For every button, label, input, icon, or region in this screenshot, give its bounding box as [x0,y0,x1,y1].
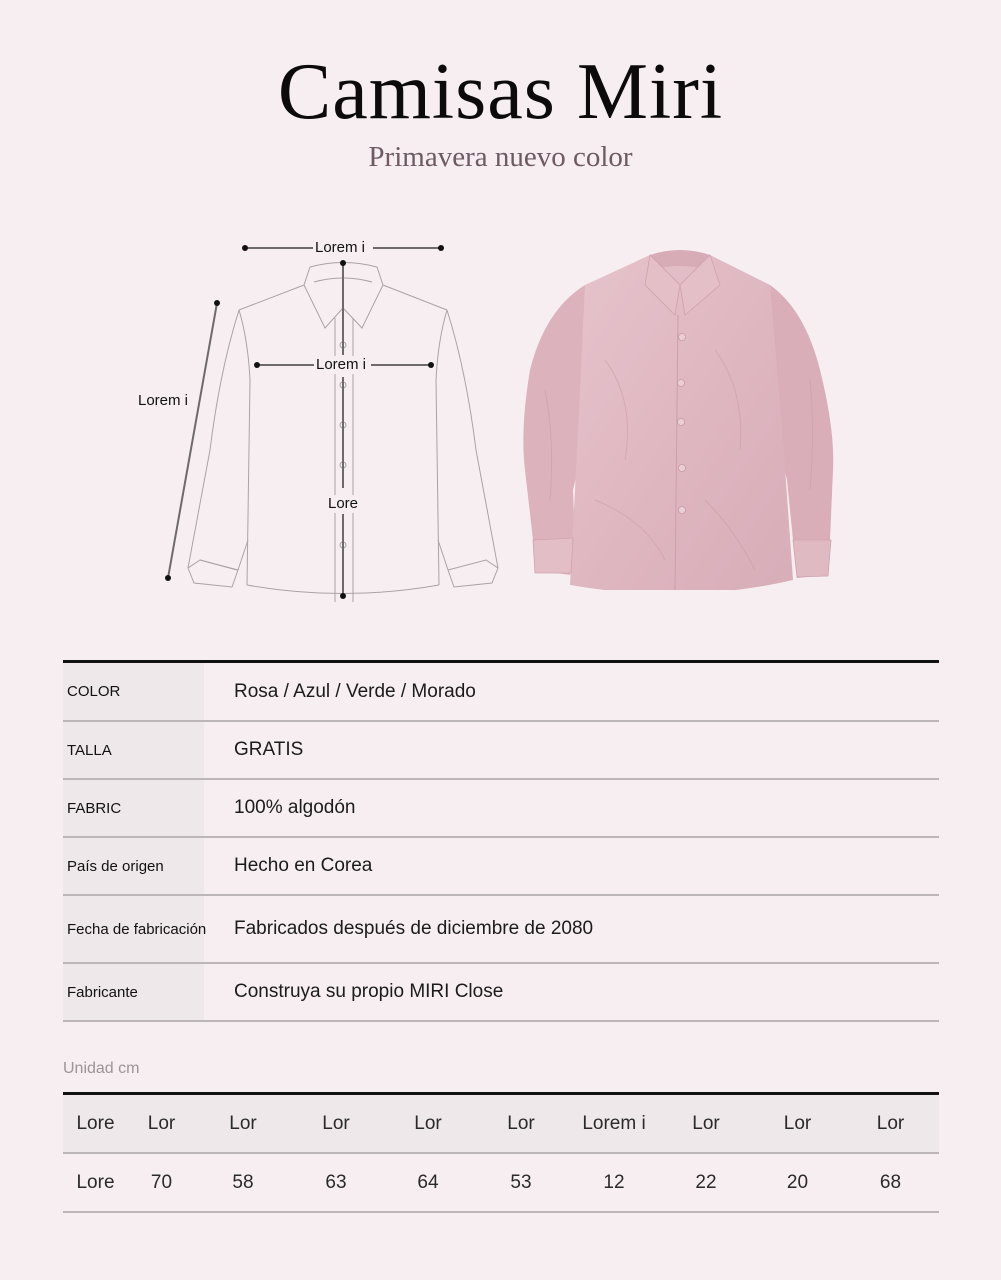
header-cell: Lor [229,1112,257,1134]
page-subtitle: Primavera nuevo color [368,141,633,173]
info-value: Hecho en Corea [234,855,373,876]
header-cell: Lor [322,1112,350,1134]
product-photo [515,240,845,590]
value-cell: 58 [232,1171,254,1193]
size-table-header [63,1095,939,1154]
info-label: Fecha de fabricación [63,896,204,962]
info-row-origin [63,838,939,896]
info-row-manufacturer [63,964,939,1022]
info-value: Rosa / Azul / Verde / Morado [234,680,476,702]
sleeve-measure-label: Lorem i [138,392,189,409]
header-cell: Lorem i [582,1112,646,1134]
info-row-size [63,722,939,780]
header-cell: Lore [76,1112,115,1134]
header-cell: Lor [876,1112,905,1134]
info-row-manufacture-date [63,896,939,964]
info-label: País de origen [63,838,204,894]
value-cell: 20 [786,1171,809,1193]
info-label: TALLA [63,722,204,778]
info-label: FABRIC [63,780,204,836]
info-value: GRATIS [234,739,304,760]
value-cell: 22 [695,1171,717,1193]
value-cell: 53 [510,1171,532,1193]
chest-measure-label: Lorem i [316,356,367,373]
shoulder-measure-label: Lorem i [315,239,366,256]
info-label: Fabricante [63,964,204,1020]
unit-label: Unidad cm [63,1060,140,1077]
measurement-diagram [120,230,520,620]
value-cell: 68 [879,1171,902,1193]
size-table [63,1092,939,1213]
size-table-row [63,1154,939,1213]
header-cell: Lor [414,1112,442,1134]
info-row-fabric [63,780,939,838]
length-measure-label: Lore [328,495,359,512]
header-cell: Lor [507,1112,535,1134]
shirt-outline-icon [120,230,520,620]
value-cell: 70 [150,1171,173,1193]
value-cell: 63 [325,1171,347,1193]
info-row-color [63,663,939,722]
header-cell: Lor [147,1112,176,1134]
info-label: COLOR [63,663,204,720]
value-cell: 12 [603,1171,625,1193]
product-info-table [63,660,939,1022]
info-value: Fabricados después de diciembre de 2080 [234,918,594,939]
info-value: 100% algodón [234,797,356,818]
row-label-cell: Lore [76,1171,115,1193]
header-cell: Lor [692,1112,720,1134]
page-title: Camisas Miri [277,48,724,136]
value-cell: 64 [417,1171,439,1193]
info-value: Construya su propio MIRI Close [234,981,504,1002]
header-cell: Lor [783,1112,812,1134]
pink-shirt-image [515,240,845,590]
